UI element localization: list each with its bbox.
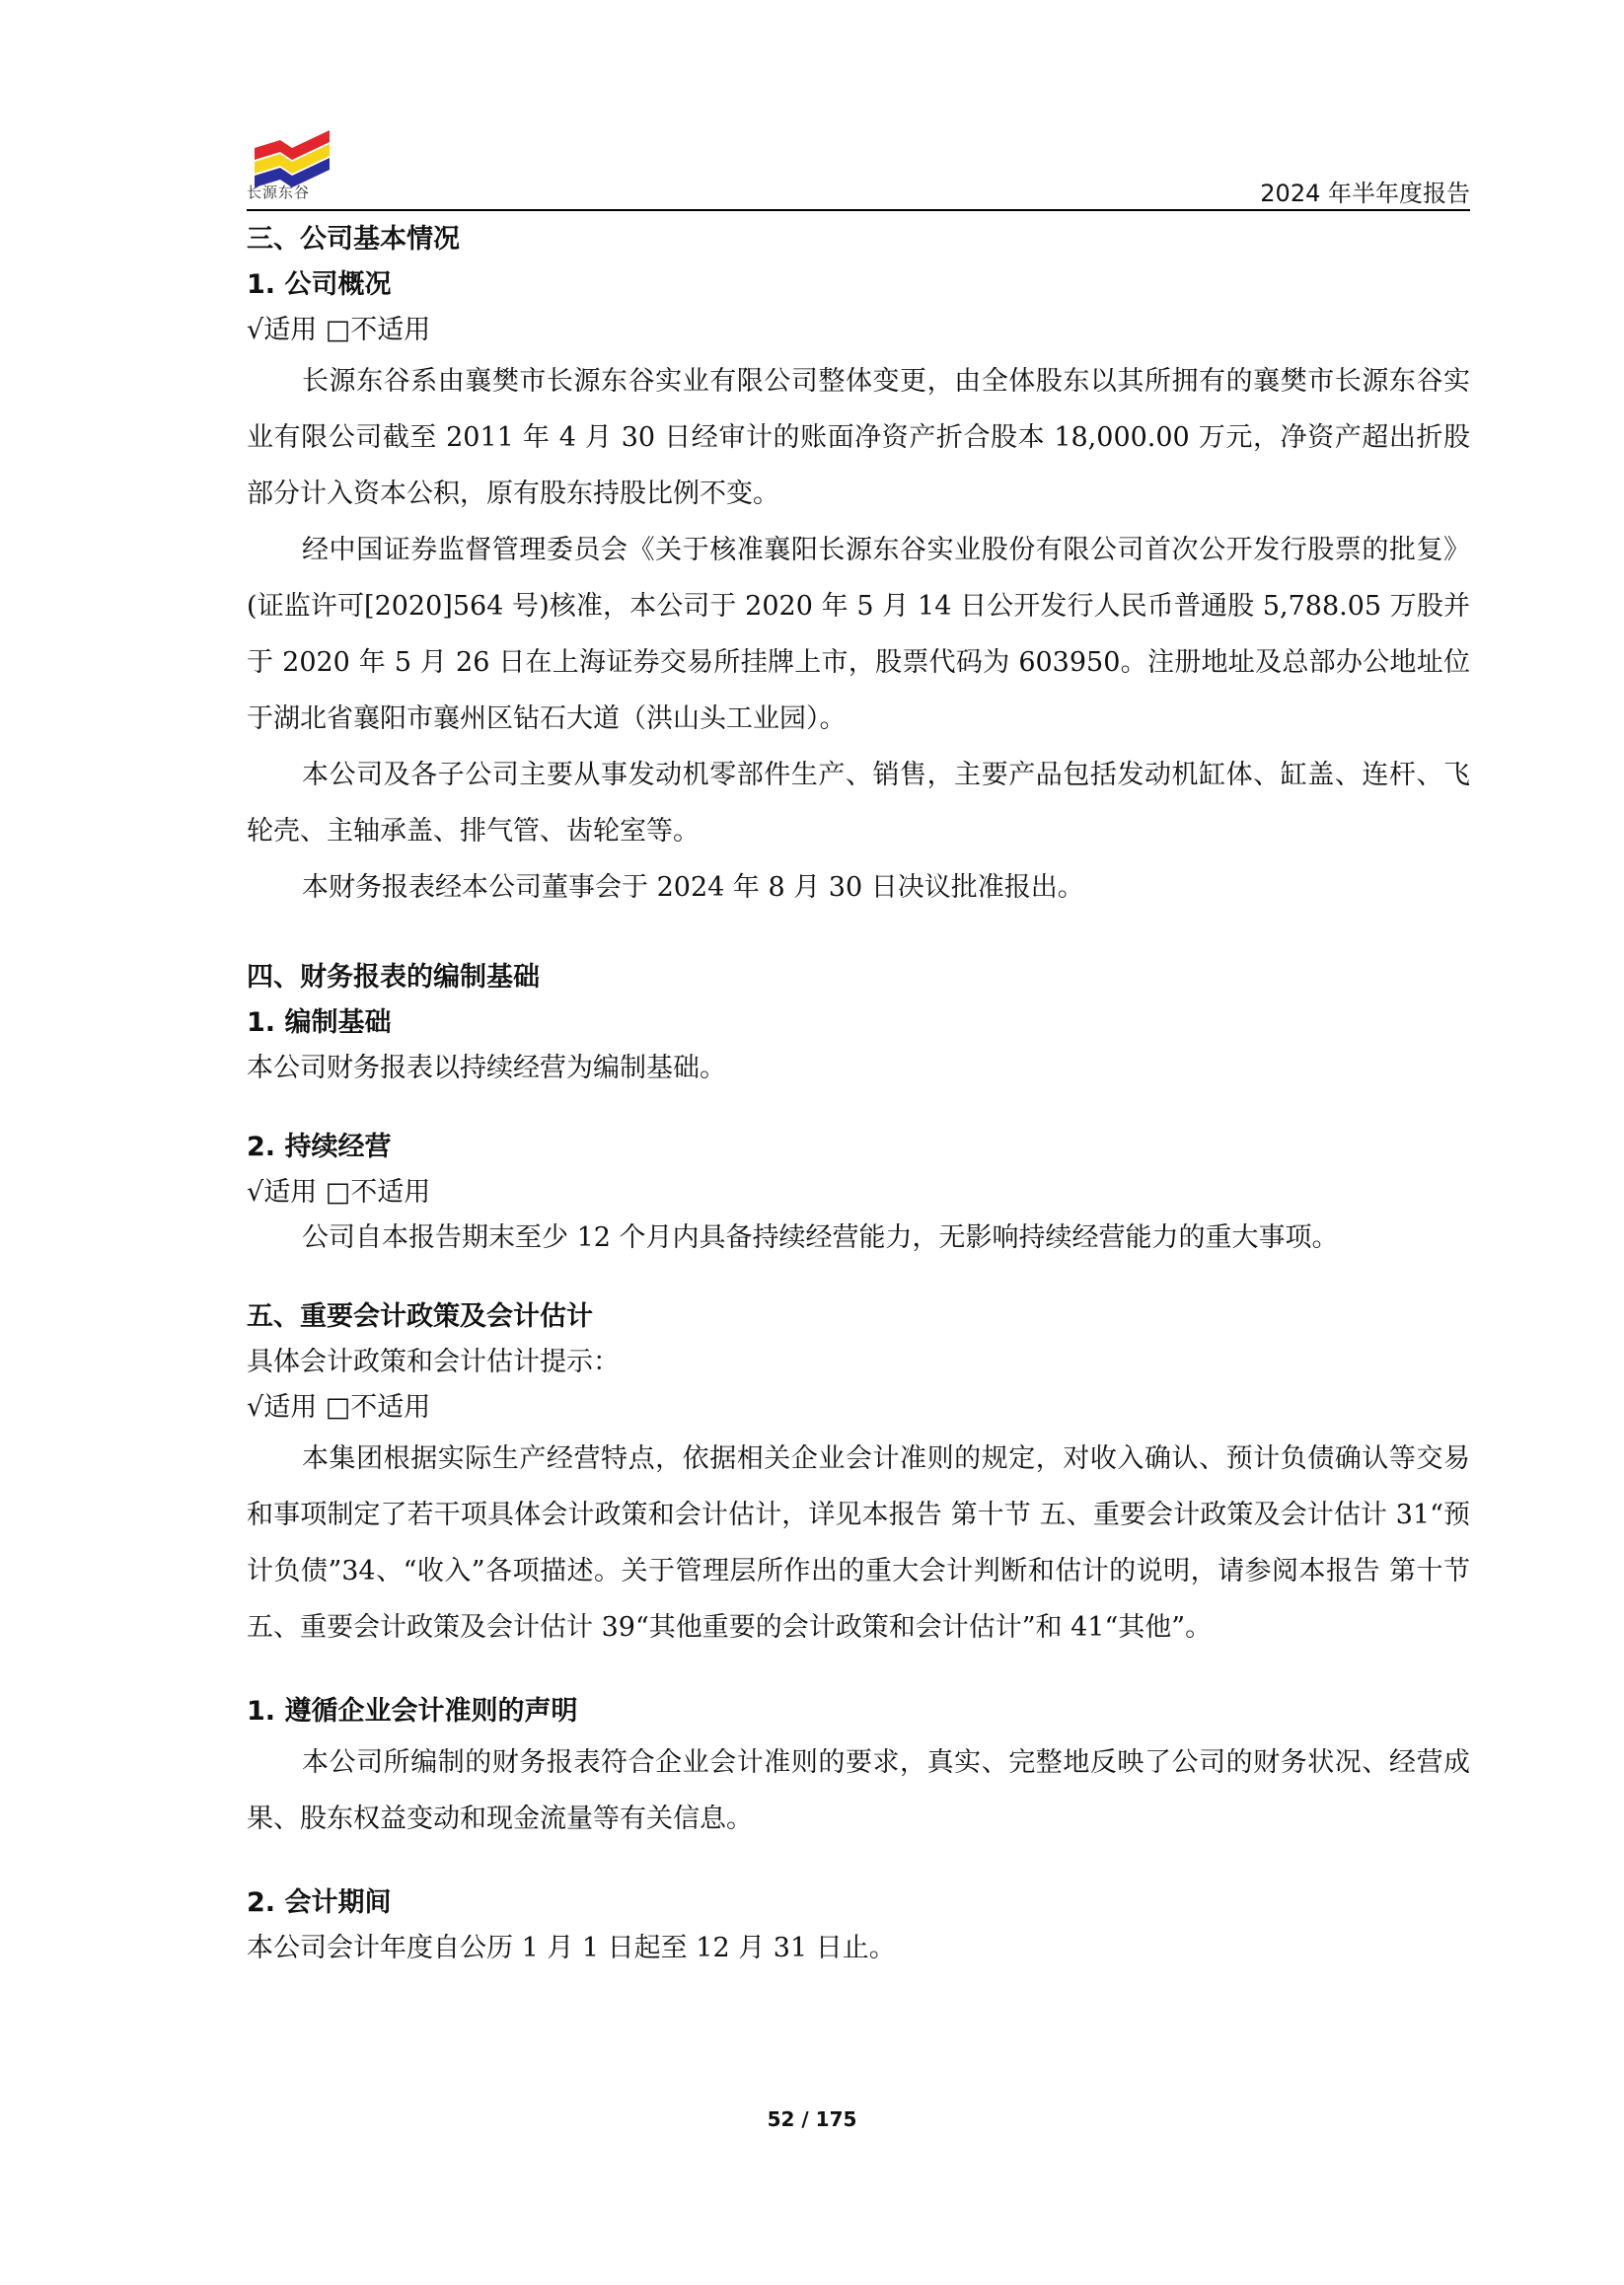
page-header xyxy=(247,116,1470,215)
section-3-title: 三、公司基本情况 xyxy=(247,224,460,255)
section-5-applicability: √适用 □不适用 xyxy=(247,1392,431,1423)
section-3-para-4: 本财务报表经本公司董事会于 2024 年 8 月 30 日决议批准报出。 xyxy=(302,872,1084,903)
report-title: 2024 年半年度报告 xyxy=(1260,180,1470,207)
page-number: 52 / 175 xyxy=(767,2107,857,2131)
section-3-applicability: √适用 □不适用 xyxy=(247,315,431,345)
section-5-heading-1: 1. 遵循企业会计准则的声明 xyxy=(247,1696,578,1727)
section-3-heading-1: 1. 公司概况 xyxy=(247,269,392,300)
section-5-heading-2: 2. 会计期间 xyxy=(247,1887,392,1918)
section-5-title: 五、重要会计政策及会计估计 xyxy=(247,1301,593,1332)
section-4-heading-1: 1. 编制基础 xyxy=(247,1007,392,1038)
section-3-para-2: 经中国证券监督管理委员会《关于核准襄阳长源东谷实业股份有限公司首次公开发行股票的批复》(证监许可[2020]564 号)核准，本公司于 2020 年 5 月 14 日公开发行人民币普通股 5,788.05 万股并于 2020 年 5 月 26 日在上海证券交易所挂牌上市，股票代码为 603950。注册地址及总部办公地址位于湖北省襄阳市襄州区钻石大道（洪山头工业园）。 xyxy=(247,535,1470,734)
section-5-subtitle: 具体会计政策和会计估计提示： xyxy=(247,1347,620,1377)
header-rule xyxy=(247,209,1470,211)
document-body xyxy=(247,217,1470,1971)
section-3-para-3: 本公司及各子公司主要从事发动机零部件生产、销售，主要产品包括发动机缸体、缸盖、连杆、飞轮壳、主轴承盖、排气管、齿轮室等。 xyxy=(247,760,1470,847)
section-4-title: 四、财务报表的编制基础 xyxy=(247,962,540,993)
logo-text: 长源东谷 xyxy=(247,184,311,201)
section-5-para-1: 本集团根据实际生产经营特点，依据相关企业会计准则的规定，对收入确认、预计负债确认等交易和事项制定了若干项具体会计政策和会计估计，详见本报告 第十节 五、重要会计政策及会计估计 31“预计负债”34、“收入”各项描述。关于管理层所作出的重大会计判断和估计的说明，请参阅本报告 第十节 五、重要会计政策及会计估计 39“其他重要的会计政策和会计估计”和 41“其他”。 xyxy=(247,1443,1470,1643)
section-5-text-2: 本公司会计年度自公历 1 月 1 日起至 12 月 31 日止。 xyxy=(247,1933,896,1963)
section-4-text-1: 本公司财务报表以持续经营为编制基础。 xyxy=(247,1053,726,1083)
section-3-para-1: 长源东谷系由襄樊市长源东谷实业有限公司整体变更，由全体股东以其所拥有的襄樊市长源东谷实业有限公司截至 2011 年 4 月 30 日经审计的账面净资产折合股本 18,000.00 万元，净资产超出折股部分计入资本公积，原有股东持股比例不变。 xyxy=(247,366,1470,509)
section-4-text-2: 公司自本报告期末至少 12 个月内具备持续经营能力，无影响持续经营能力的重大事项。 xyxy=(302,1222,1339,1253)
section-5-para-2: 本公司所编制的财务报表符合企业会计准则的要求，真实、完整地反映了公司的财务状况、经营成果、股东权益变动和现金流量等有关信息。 xyxy=(247,1747,1470,1834)
section-4-applicability: √适用 □不适用 xyxy=(247,1177,431,1208)
section-4-heading-2: 2. 持续经营 xyxy=(247,1132,392,1162)
